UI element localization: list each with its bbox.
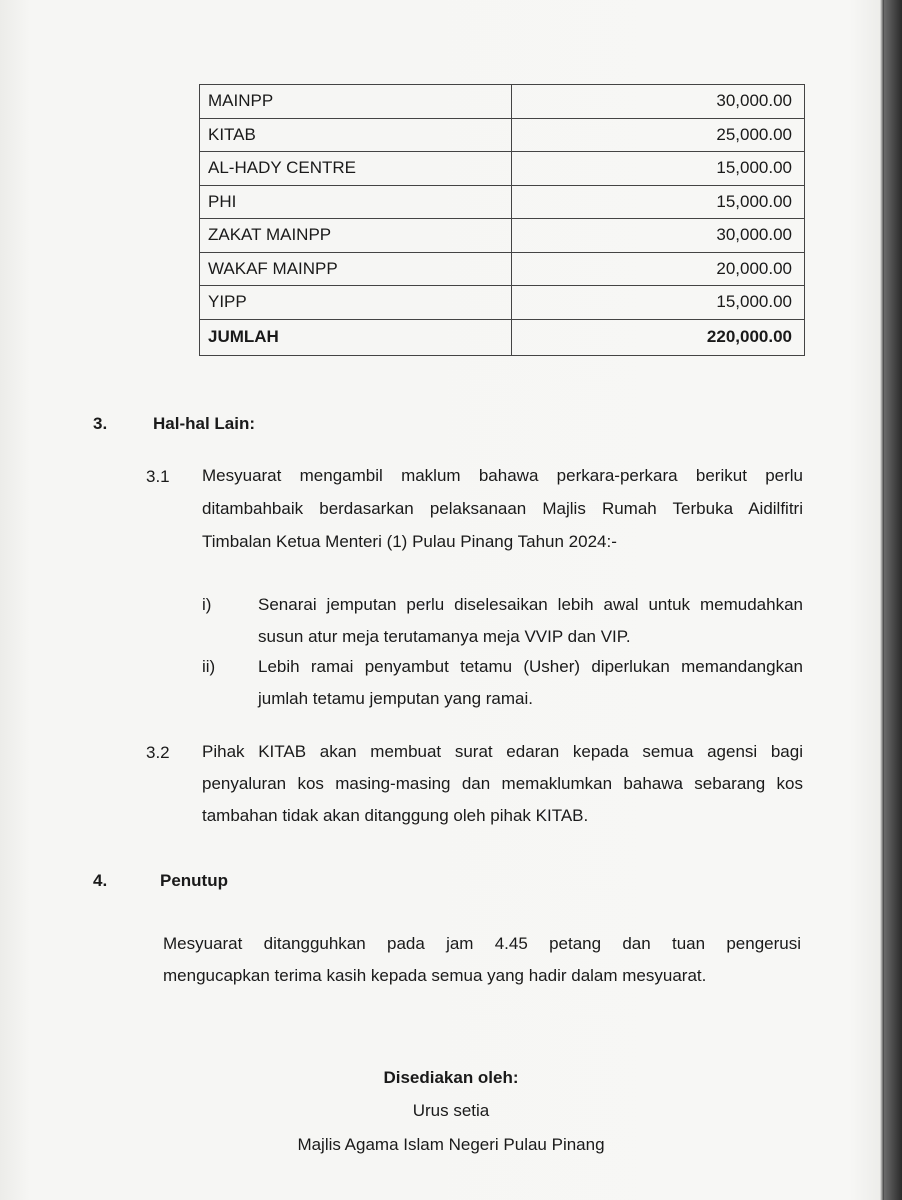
prepared-by-label: Disediakan oleh: xyxy=(383,1068,519,1087)
subitem-line: susun atur meja terutamanya meja VVIP dan VIP. xyxy=(258,627,631,646)
section-3-number: 3. xyxy=(93,414,108,433)
table-cell-agency: AL-HADY CENTRE xyxy=(200,152,512,186)
scan-edge-shadow xyxy=(884,0,902,1200)
table-row xyxy=(200,185,805,219)
total-label: JUMLAH xyxy=(200,319,512,355)
table-cell-agency: ZAKAT MAINPP xyxy=(200,219,512,253)
table-cell-amount: 15,000.00 xyxy=(512,286,805,320)
table-cell-amount: 15,000.00 xyxy=(512,152,805,186)
table-cell-amount: 20,000.00 xyxy=(512,252,805,286)
table-row xyxy=(200,219,805,253)
item-3-1-line: Mesyuarat mengambil maklum bahawa perkara-perkara berikut perlu xyxy=(202,466,803,485)
item-3-2-line: Pihak KITAB akan membuat surat edaran kepada semua agensi bagi xyxy=(202,742,803,761)
total-amount: 220,000.00 xyxy=(512,319,805,355)
item-3-1-number: 3.1 xyxy=(146,467,170,486)
table-cell-agency: PHI xyxy=(200,185,512,219)
item-3-2-line: penyaluran kos masing-masing dan memaklumkan bahawa sebarang kos xyxy=(202,774,803,793)
table-cell-agency: MAINPP xyxy=(200,85,512,119)
closing-line: Mesyuarat ditangguhkan pada jam 4.45 petang dan tuan pengerusi xyxy=(163,934,801,953)
table-cell-amount: 30,000.00 xyxy=(512,219,805,253)
item-3-1-line: Timbalan Ketua Menteri (1) Pulau Pinang Tahun 2024:- xyxy=(202,532,617,551)
closing-line: mengucapkan terima kasih kepada semua yang hadir dalam mesyuarat. xyxy=(163,966,707,985)
table-row xyxy=(200,252,805,286)
item-3-2-line: tambahan tidak akan ditanggung oleh pihak KITAB. xyxy=(202,806,589,825)
table-row xyxy=(200,286,805,320)
table-cell-amount: 30,000.00 xyxy=(512,85,805,119)
organization-name: Majlis Agama Islam Negeri Pulau Pinang xyxy=(297,1135,605,1154)
table-row xyxy=(200,85,805,119)
table-cell-agency: KITAB xyxy=(200,118,512,152)
prepared-by-unit: Urus setia xyxy=(412,1101,490,1120)
table-cell-amount: 15,000.00 xyxy=(512,185,805,219)
table-cell-agency: WAKAF MAINPP xyxy=(200,252,512,286)
subitem-line: Lebih ramai penyambut tetamu (Usher) diperlukan memandangkan xyxy=(258,657,803,676)
section-4-title: Penutup xyxy=(160,871,228,890)
table-row xyxy=(200,152,805,186)
table-cell-agency: YIPP xyxy=(200,286,512,320)
table-cell-amount: 25,000.00 xyxy=(512,118,805,152)
subitem-line: Senarai jemputan perlu diselesaikan lebih awal untuk memudahkan xyxy=(258,595,803,614)
item-3-2-number: 3.2 xyxy=(146,743,170,762)
subitem-line: jumlah tetamu jemputan yang ramai. xyxy=(258,689,533,708)
subitem-marker: ii) xyxy=(202,657,216,676)
table-row xyxy=(200,118,805,152)
section-4-number: 4. xyxy=(93,871,108,890)
allocation-table xyxy=(199,84,805,356)
section-3-title: Hal-hal Lain: xyxy=(153,414,256,433)
table-total-row xyxy=(200,319,805,355)
item-3-1-line: ditambahbaik berdasarkan pelaksanaan Majlis Rumah Terbuka Aidilfitri xyxy=(202,499,803,518)
subitem-marker: i) xyxy=(202,595,212,614)
